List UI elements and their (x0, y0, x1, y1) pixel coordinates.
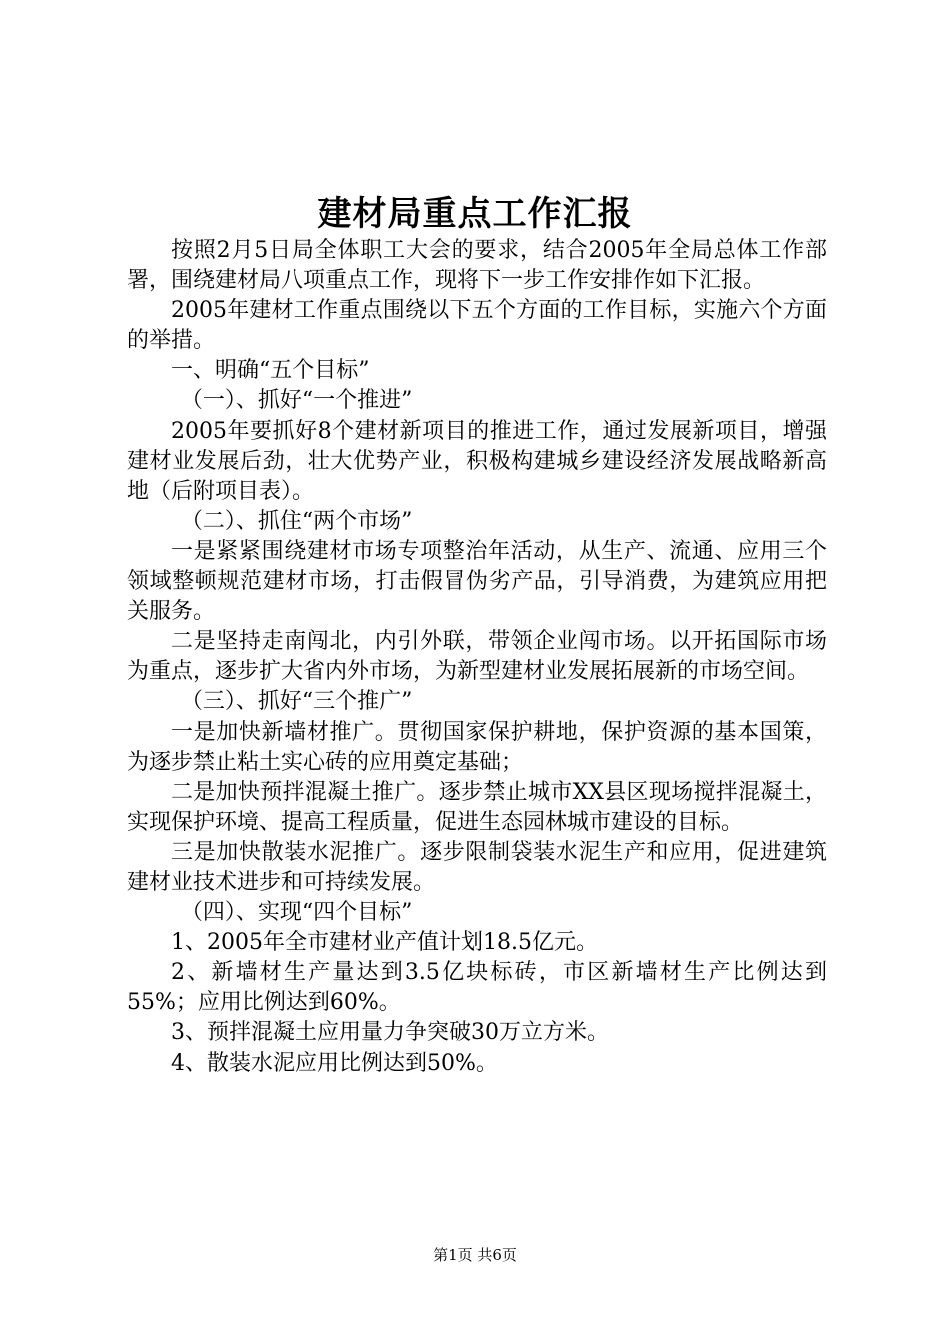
paragraph-promotion-2: 二是加快预拌混凝土推广。逐步禁止城市XX县区现场搅拌混凝土，实现保护环境、提高工程质量，促进生态园林城市建设的目标。 (127, 779, 827, 835)
subsection-heading-2: （二）、抓住“两个市场” (180, 508, 413, 534)
subsection-heading-3: （三）、抓好“三个推广” (180, 689, 413, 715)
paragraph-intro: 按照2月5日局全体职工大会的要求，结合2005年全局总体工作部署，围绕建材局八项重点工作，现将下一步工作安排作如下汇报。 (127, 238, 827, 294)
paragraph-promotion-1: 一是加快新墙材推广。贯彻国家保护耕地，保护资源的基本国策，为逐步禁止粘土实心砖的应用奠定基础； (127, 719, 827, 775)
paragraph-overview: 2005年建材工作重点围绕以下五个方面的工作目标，实施六个方面的举措。 (127, 298, 827, 354)
paragraph-target-1: 1、2005年全市建材业产值计划18.5亿元。 (171, 930, 598, 956)
section-heading-1: 一、明确“五个目标” (171, 358, 370, 384)
subsection-heading-4: （四）、实现“四个目标” (180, 900, 413, 926)
page-footer: 第1页 共6页 (433, 1246, 517, 1264)
paragraph-target-4: 4、散装水泥应用比例达到50%。 (171, 1050, 498, 1076)
paragraph-target-2: 2、新墙材生产量达到3.5亿块标砖，市区新墙材生产比例达到55%；应用比例达到60%。 (127, 960, 827, 1016)
document-title: 建材局重点工作汇报 (317, 194, 633, 234)
paragraph-target-3: 3、预拌混凝土应用量力争突破30万立方米。 (171, 1020, 609, 1046)
subsection-heading-1: （一）、抓好“一个推进” (180, 388, 413, 414)
document-body (127, 236, 827, 1079)
paragraph-market-2: 二是坚持走南闯北，内引外联，带领企业闯市场。以开拓国际市场为重点，逐步扩大省内外市场，为新型建材业发展拓展新的市场空间。 (127, 629, 827, 685)
paragraph-projects: 2005年要抓好8个建材新项目的推进工作，通过发展新项目，增强建材业发展后劲，壮大优势产业，积极构建城乡建设经济发展战略新高地（后附项目表）。 (127, 418, 827, 504)
paragraph-market-1: 一是紧紧围绕建材市场专项整治年活动，从生产、流通、应用三个领域整顿规范建材市场，打击假冒伪劣产品，引导消费，为建筑应用把关服务。 (127, 538, 827, 625)
paragraph-promotion-3: 三是加快散装水泥推广。逐步限制袋装水泥生产和应用，促进建筑建材业技术进步和可持续发展。 (127, 839, 827, 895)
